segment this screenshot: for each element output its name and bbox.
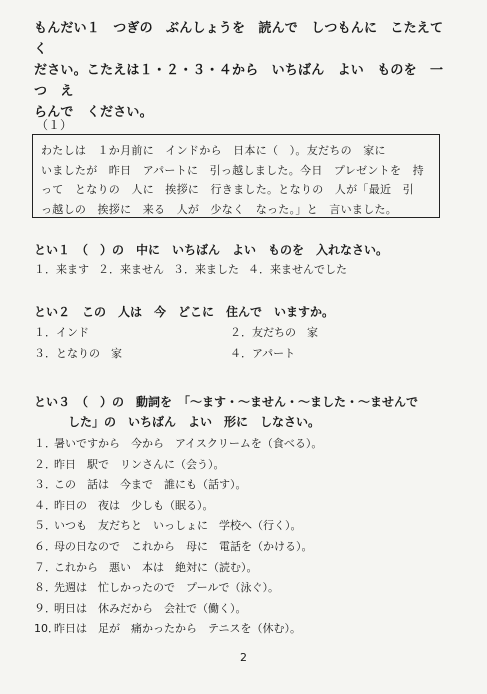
option[interactable]: １．来ます: [34, 263, 89, 276]
item-text: これから 悪い 本は 絶対に（読む）。: [54, 560, 258, 574]
option[interactable]: ４．来ませんでした: [248, 263, 347, 276]
item-number: ６．: [34, 539, 56, 553]
option[interactable]: ３．となりの 家: [34, 347, 122, 360]
question-1: [34, 240, 454, 279]
list-item: [34, 578, 454, 599]
instruction-line: ださい。こたえは１・２・３・４から いちばん よい ものを 一つ え: [34, 63, 444, 99]
item-text: この 話は 今まで 誰にも（話す）。: [54, 478, 247, 492]
list-item: [34, 619, 454, 640]
item-number: ２．: [34, 457, 56, 471]
reading-passage-box: [32, 134, 440, 218]
passage-line: いましたが 昨日 アパートに 引っ越しました。今日 プレゼントを 持: [41, 163, 424, 177]
item-text: 昨日は 足が 痛かったから テニスを（休む）。: [54, 622, 302, 636]
item-text: 昨日の 夜は 少しも（眠る）。: [54, 498, 214, 512]
question-2-title: とい２ この 人は 今 どこに 住んで いますか。: [34, 305, 335, 319]
item-number: ３．: [34, 478, 56, 492]
item-text: 暑いですから 今から アイスクリームを（食べる）。: [54, 437, 323, 450]
item-text: 母の日なので これから 母に 電話を（かける）。: [54, 539, 313, 553]
item-number: １．: [34, 437, 56, 450]
list-item: [34, 455, 454, 476]
question-2: [34, 302, 454, 364]
option[interactable]: ４．アパート: [230, 347, 296, 360]
option[interactable]: ３．来ました: [173, 263, 239, 276]
question-3-title: とい３ （ ）の 動詞を 「～ます・～ません・～ました・～ませんで: [34, 395, 419, 409]
question-3-title-cont: した」の いちばん よい 形に しなさい。: [68, 415, 321, 429]
question-3: [34, 392, 454, 640]
item-text: いつも 友だちと いっしょに 学校へ（行く）。: [54, 519, 302, 533]
list-item: [34, 516, 454, 537]
list-item: [34, 434, 454, 455]
list-item: [34, 496, 454, 517]
instruction-line: らんで ください。: [34, 105, 153, 120]
item-number: ８．: [34, 581, 56, 595]
list-item: [34, 537, 454, 558]
option[interactable]: ２．友だちの 家: [230, 326, 318, 339]
option[interactable]: ２．来ません: [98, 263, 164, 276]
question-1-title: とい１ （ ）の 中に いちばん よい ものを 入れなさい。: [34, 243, 389, 257]
instructions: [34, 18, 457, 123]
list-item: [34, 558, 454, 579]
item-text: 先週は 忙しかったので プールで（泳ぐ）。: [54, 581, 279, 595]
page-number: 2: [240, 651, 247, 664]
item-number: ４．: [34, 498, 56, 512]
item-number: ７．: [34, 560, 56, 574]
passage-line: わたしは １か月前に インドから 日本に（ ）。友だちの 家に: [41, 144, 386, 157]
item-number: 10．: [34, 622, 59, 636]
list-item: [34, 599, 454, 620]
question-1-options: [34, 261, 454, 279]
question-2-options: [34, 322, 454, 364]
instruction-line: もんだい１ つぎの ぶんしょうを 読んで しつもんに こたえて く: [34, 21, 457, 57]
list-item: [34, 475, 454, 496]
passage-label: （１）: [36, 118, 73, 132]
question-3-items: [34, 434, 454, 640]
passage-line: って となりの 人に 挨拶に 行きました。となりの 人が「最近 引: [41, 183, 414, 196]
item-text: 昨日 駅で リンさんに（会う）。: [54, 457, 225, 471]
item-number: ５．: [34, 519, 56, 533]
item-text: 明日は 休みだから 会社で（働く）。: [54, 601, 247, 615]
item-number: ９．: [34, 601, 56, 615]
passage-line: っ越しの 挨拶に 来る 人が 少なく なった。」と 言いました。: [41, 202, 398, 216]
option[interactable]: １．インド: [34, 326, 89, 339]
